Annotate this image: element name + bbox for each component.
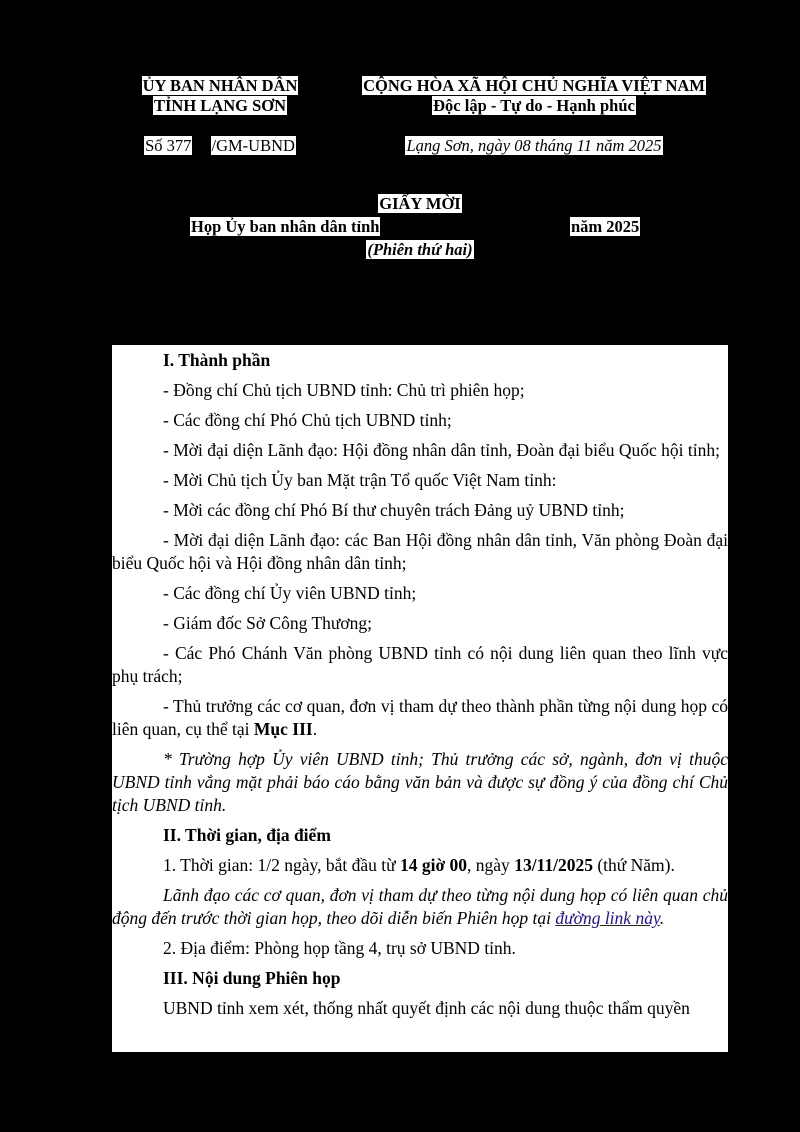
list-item: - Mời Chủ tịch Ủy ban Mặt trận Tổ quốc Việt Nam tỉnh: xyxy=(163,470,557,490)
document-subtitle-right: năm 2025 xyxy=(571,217,640,236)
section-3-intro: UBND tỉnh xem xét, thống nhất quyết định các nội dung thuộc thẩm quyền xyxy=(163,998,690,1018)
document-title: GIẤY MỜI xyxy=(379,194,461,213)
org-name-line2: TỈNH LẠNG SƠN xyxy=(153,96,287,115)
list-item: - Mời đại diện Lãnh đạo: Hội đồng nhân dân tỉnh, Đoàn đại biểu Quốc hội tỉnh; xyxy=(163,440,721,460)
place-and-date: Lạng Sơn, ngày 08 tháng 11 năm 2025 xyxy=(406,136,662,155)
section-1-heading: I. Thành phần xyxy=(163,350,271,370)
document-body xyxy=(112,345,728,1052)
document-subtitle-left: Họp Ủy ban nhân dân tỉnh xyxy=(191,217,380,236)
nation-name: CỘNG HÒA XÃ HỘI CHỦ NGHĨA VIỆT NAM xyxy=(363,76,705,95)
section-reference: Mục III xyxy=(253,719,313,739)
meeting-place: 2. Địa điểm: Phòng họp tầng 4, trụ sở UBND tỉnh. xyxy=(163,938,516,958)
list-item: - Đồng chí Chủ tịch UBND tỉnh: Chủ trì phiên họp; xyxy=(163,380,525,400)
nation-motto: Độc lập - Tự do - Hạnh phúc xyxy=(433,96,635,115)
list-item: - Thủ trưởng các cơ quan, đơn vị tham dự theo thành phần từng nội dung họp có liên quan, cụ thể tại Mục III. xyxy=(112,696,728,739)
section-2-heading: II. Thời gian, địa điểm xyxy=(163,825,331,845)
list-item: - Các đồng chí Phó Chủ tịch UBND tỉnh; xyxy=(163,410,452,430)
section-3-heading: III. Nội dung Phiên họp xyxy=(163,968,341,988)
session-label: (Phiên thứ hai) xyxy=(367,240,473,259)
list-item: - Mời các đồng chí Phó Bí thư chuyên trách Đảng uỷ UBND tỉnh; xyxy=(163,500,625,520)
list-item: - Mời đại diện Lãnh đạo: các Ban Hội đồng nhân dân tỉnh, Văn phòng Đoàn đại biểu Quốc hội và Hội đồng nhân dân tỉnh; xyxy=(112,530,728,573)
meeting-link[interactable]: đường link này xyxy=(555,908,660,928)
attendance-note: * Trường hợp Ủy viên UBND tỉnh; Thủ trưởng các sở, ngành, đơn vị thuộc UBND tỉnh vắng mặt phải báo cáo bằng văn bản và được sự đồng ý của đồng chí Chủ tịch UBND tỉnh. xyxy=(112,749,728,815)
document-number: Số 377 /GM-UBND xyxy=(145,136,295,155)
time-note: Lãnh đạo các cơ quan, đơn vị tham dự theo từng nội dung họp có liên quan chủ động đến trước thời gian họp, theo dõi diễn biến Phiên họp tại đường link này. xyxy=(112,885,728,928)
meeting-time: 1. Thời gian: 1/2 ngày, bắt đầu từ 14 giờ 00, ngày 13/11/2025 (thứ Năm). xyxy=(163,855,675,875)
list-item: - Các Phó Chánh Văn phòng UBND tỉnh có nội dung liên quan theo lĩnh vực phụ trách; xyxy=(112,643,728,686)
list-item: - Các đồng chí Ủy viên UBND tỉnh; xyxy=(163,583,417,603)
document-header xyxy=(0,76,800,326)
org-name-line1: ỦY BAN NHÂN DÂN xyxy=(142,76,298,95)
list-item: - Giám đốc Sở Công Thương; xyxy=(163,613,372,633)
